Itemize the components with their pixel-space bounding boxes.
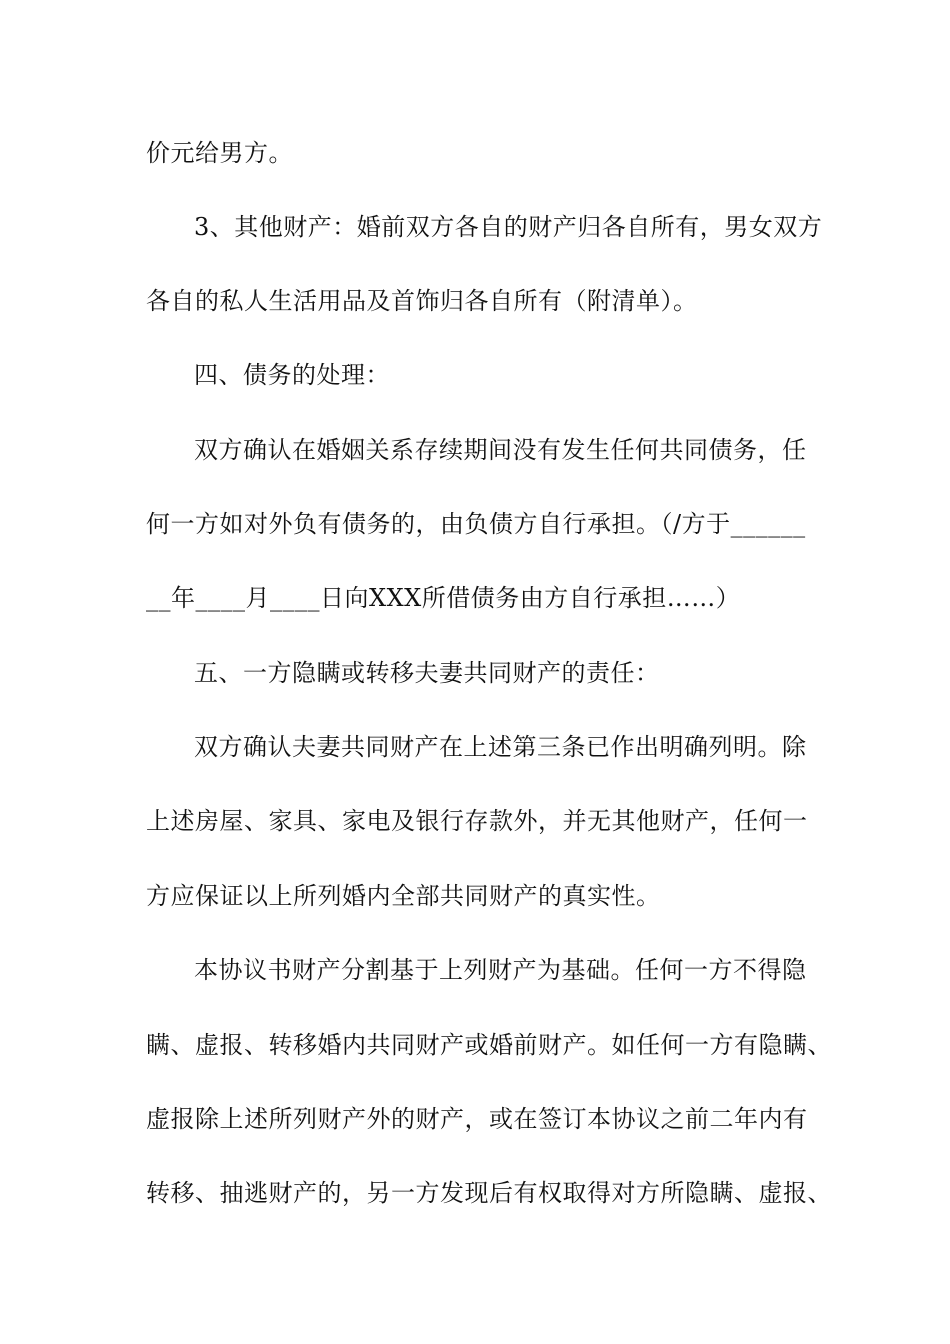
- clause-3-other-property: 3、其他财产：婚前双方各自的财产归各自所有，男女双方: [194, 213, 823, 241]
- text-line: 转移、抽逃财产的，另一方发现后有权取得对方所隐瞒、虚报、: [146, 1179, 832, 1207]
- text-line: __年____月____日向XXX所借债务由方自行承担……）: [146, 584, 741, 612]
- text-line: 瞒、虚报、转移婚内共同财产或婚前财产。如任何一方有隐瞒、: [146, 1031, 832, 1059]
- section-heading-concealment: 五、一方隐瞒或转移夫妻共同财产的责任：: [194, 659, 660, 687]
- text-line: 双方确认夫妻共同财产在上述第三条已作出明确列明。除: [194, 733, 807, 761]
- section-heading-debts: 四、债务的处理：: [194, 361, 390, 389]
- text-line: 虚报除上述所列财产外的财产，或在签订本协议之前二年内有: [146, 1105, 808, 1133]
- text-line: 本协议书财产分割基于上列财产为基础。任何一方不得隐: [194, 956, 807, 984]
- text-line: 双方确认在婚姻关系存续期间没有发生任何共同债务，任: [194, 436, 807, 464]
- text-line: 各自的私人生活用品及首饰归各自所有（附清单）。: [146, 287, 698, 315]
- text-line: 何一方如对外负有债务的，由负债方自行承担。（/方于______: [146, 510, 806, 538]
- text-line: 方应保证以上所列婚内全部共同财产的真实性。: [146, 882, 661, 910]
- text-line: 上述房屋、家具、家电及银行存款外，并无其他财产，任何一: [146, 807, 808, 835]
- text-line: 价元给男方。: [146, 139, 293, 167]
